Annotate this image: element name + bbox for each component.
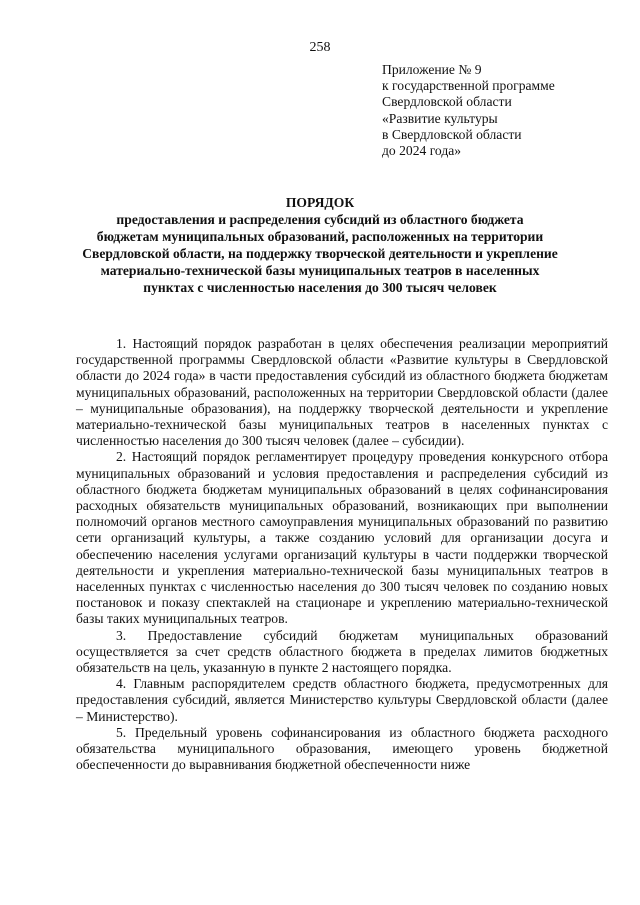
- title-line: предоставления и распределения субсидий из областного бюджета: [116, 212, 524, 227]
- appendix-line: в Свердловской области: [382, 126, 522, 142]
- title-heading: ПОРЯДОК: [285, 195, 355, 210]
- page-number: 258: [309, 40, 331, 55]
- paragraph-3: 3. Предоставление субсидий бюджетам муниципальных образований осуществляется за счет средств областного бюджета в пределах лимитов бюджетных обязательств на цель, указанную в пункте 2 настоящего порядка.: [76, 627, 608, 676]
- appendix-line: Свердловской области: [382, 94, 512, 110]
- title-line: бюджетам муниципальных образований, расположенных на территории: [96, 229, 544, 244]
- paragraph-5: 5. Предельный уровень софинансирования из областного бюджета расходного обязательства муниципального образования, имеющего уровень бюджетной обеспеченности до выравнивания бюджетной обеспеченности ниже: [76, 724, 608, 773]
- appendix-line: Приложение № 9: [382, 62, 482, 77]
- paragraph-4: 4. Главным распорядителем средств областного бюджета, предусмотренных для предоставления субсидий, является Министерство культуры Свердловской области (далее – Министерство).: [76, 676, 608, 724]
- appendix-line: к государственной программе: [382, 78, 555, 94]
- title-line: материально-технической базы муниципальных театров в населенных: [100, 263, 540, 278]
- appendix-line: до 2024 года»: [382, 143, 462, 159]
- document-title: [60, 194, 580, 296]
- appendix-line: «Развитие культуры: [382, 110, 498, 126]
- paragraph-1: 1. Настоящий порядок разработан в целях обеспечения реализации мероприятий государственной программы Свердловской области «Развитие культуры в Свердловской области до 2024 года» в части предоставления субсидий из областного бюджета бюджетам муниципальных образований, расположенных на территории Свердловской области (далее – муниципальные образования), на поддержку творческой деятельности и укрепление материально-технической базы муниципальных театров в населенных пунктах с численностью населения до 300 тысяч человек (далее – субсидии).: [76, 336, 608, 449]
- title-line: пунктах с численностью населения до 300 тысяч человек: [143, 280, 497, 295]
- title-line: Свердловской области, на поддержку творческой деятельности и укрепление: [82, 246, 558, 261]
- document-body: [76, 336, 608, 773]
- paragraph-2: 2. Настоящий порядок регламентирует процедуру проведения конкурсного отбора муниципальных образований и условия предоставления и распределения субсидий из областного бюджета бюджетам муниципальных образований в целях софинансирования расходных обязательств муниципальных образований, возникающих при выполнении полномочий органов местного самоуправления муниципальных образований по развитию сети организаций культуры, а также созданию условий для организации досуга и обеспечению населения услугами организаций культуры в части поддержки творческой деятельности и укрепления материально-технической базы муниципальных театров в населенных пунктах с численностью населения до 300 тысяч человек по созданию новых постановок и показу спектаклей на стационаре и укреплению материально-технической базы таких муниципальных театров.: [76, 449, 608, 627]
- appendix-block: [382, 62, 632, 159]
